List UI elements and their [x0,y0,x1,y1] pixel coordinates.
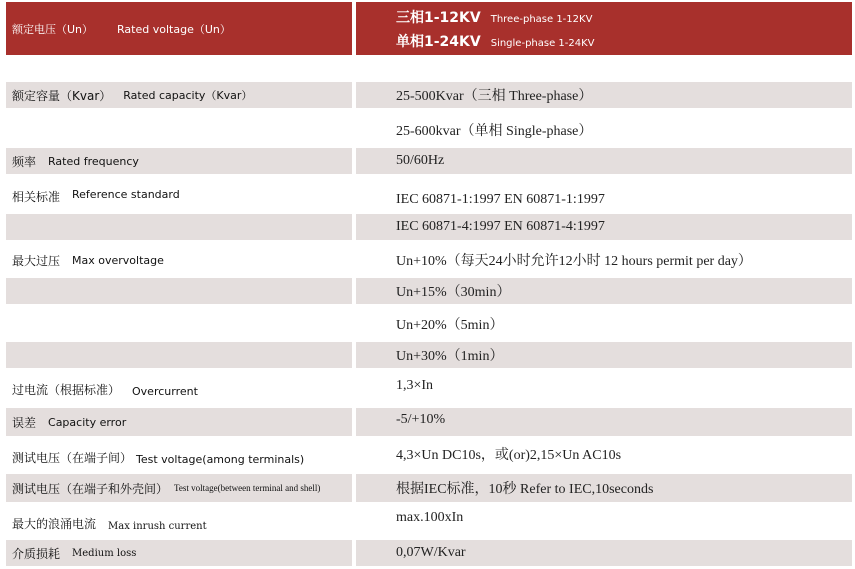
label-en: Reference standard [72,188,180,201]
label-cn: 最大的浪涌电流 [12,517,97,531]
label-cn: 额定容量（Kvar） [12,88,112,103]
label-en: Rated frequency [48,154,139,168]
value-en: Three-phase 1-12KV [490,13,593,25]
row-max-overvoltage [6,246,852,274]
row-max-overvoltage-3 [6,310,852,338]
value-max-overvoltage-4 [356,342,852,368]
label-en: Capacity error [48,415,127,429]
value-reference-standard-1 [356,180,852,212]
label-cn: 测试电压（在端子间） [12,451,133,465]
label-cn: 误差 [12,415,37,430]
value-text: IEC 60871-1:1997 EN 60871-1:1997 [396,192,605,207]
value-test-voltage-shell [356,474,852,502]
value-cn: 单相1-24KV [396,33,481,50]
label-en: Max inrush current [108,521,207,532]
voltage-line-single-phase [396,31,595,51]
value-reference-standard-2 [356,214,852,240]
label-overcurrent [6,372,352,402]
label-en: Rated voltage（Un） [117,22,231,36]
label-empty [6,310,352,338]
value-rated-capacity-three-phase [356,82,852,108]
label-cn: 额定电压（Un） [12,22,94,36]
value-rated-capacity-single-phase [356,116,852,144]
label-empty [6,214,352,240]
value-rated-frequency [356,148,852,174]
value-cn: 三相1-12KV [396,9,481,26]
value-text: 根据IEC标准，10秒 Refer to IEC,10seconds [396,482,654,497]
label-max-overvoltage [6,246,352,274]
value-text: -5/+10% [396,412,446,427]
value-text: 1,3×In [396,378,434,393]
value-text: max.100xIn [396,510,464,525]
value-overcurrent [356,372,852,402]
value-max-overvoltage-3 [356,310,852,338]
label-cn: 介质损耗 [12,546,61,561]
label-rated-frequency [6,148,352,174]
label-cn: 频率 [12,154,37,169]
label-cn: 相关标准 [12,190,61,204]
value-text: Un+15%（30min） [396,285,511,300]
row-rated-voltage [6,2,852,55]
label-empty [6,116,352,144]
row-reference-standard-cont [6,214,852,240]
value-rated-voltage [356,2,852,55]
value-test-voltage-terminals [356,440,852,470]
row-rated-frequency [6,148,852,174]
value-text: 25-600kvar（单相 Single-phase） [396,124,593,139]
value-en: Single-phase 1-24KV [490,37,595,49]
value-text: IEC 60871-4:1997 EN 60871-4:1997 [396,219,605,234]
value-text: Un+30%（1min） [396,349,504,364]
row-capacity-error [6,408,852,436]
label-en: Test voltage(among terminals) [136,453,305,466]
label-reference-standard [6,180,352,212]
row-test-voltage-terminals [6,440,852,470]
value-medium-loss [356,540,852,566]
label-max-inrush-current [6,506,352,536]
voltage-line-three-phase [396,7,592,27]
row-max-inrush-current [6,506,852,536]
value-text: 25-500Kvar（三相 Three-phase） [396,89,593,104]
row-reference-standard [6,180,852,212]
label-empty [6,278,352,304]
value-text: 4,3×Un DC10s，或(or)2,15×Un AC10s [396,448,622,463]
value-text: Un+20%（5min） [396,318,504,333]
label-rated-capacity [6,82,352,108]
value-text: 50/60Hz [396,153,445,168]
row-rated-capacity [6,82,852,108]
label-en: Medium loss [72,547,137,559]
label-capacity-error [6,408,352,436]
value-capacity-error [356,408,852,436]
label-en: Test voltage(between terminal and shell) [174,483,321,493]
row-max-overvoltage-4 [6,342,852,368]
value-text: Un+10%（每天24小时允许12小时 12 hours permit per day） [396,254,752,269]
row-max-overvoltage-2 [6,278,852,304]
row-medium-loss [6,540,852,566]
label-cn: 过电流（根据标准） [12,383,121,397]
label-test-voltage-terminals [6,440,352,470]
label-en: Max overvoltage [72,253,164,267]
value-text: 0,07W/Kvar [396,545,466,560]
label-cn: 测试电压（在端子和外壳间） [12,481,169,496]
row-overcurrent [6,372,852,402]
label-en: Rated capacity（Kvar） [123,89,253,102]
value-max-inrush-current [356,506,852,536]
row-rated-capacity-cont [6,116,852,144]
label-empty [6,342,352,368]
label-medium-loss [6,540,352,566]
label-en: Overcurrent [132,385,198,398]
label-rated-voltage [6,2,352,55]
row-test-voltage-shell [6,474,852,502]
label-cn: 最大过压 [12,253,61,268]
label-test-voltage-shell [6,474,352,502]
value-max-overvoltage-2 [356,278,852,304]
value-max-overvoltage-1 [356,246,852,274]
